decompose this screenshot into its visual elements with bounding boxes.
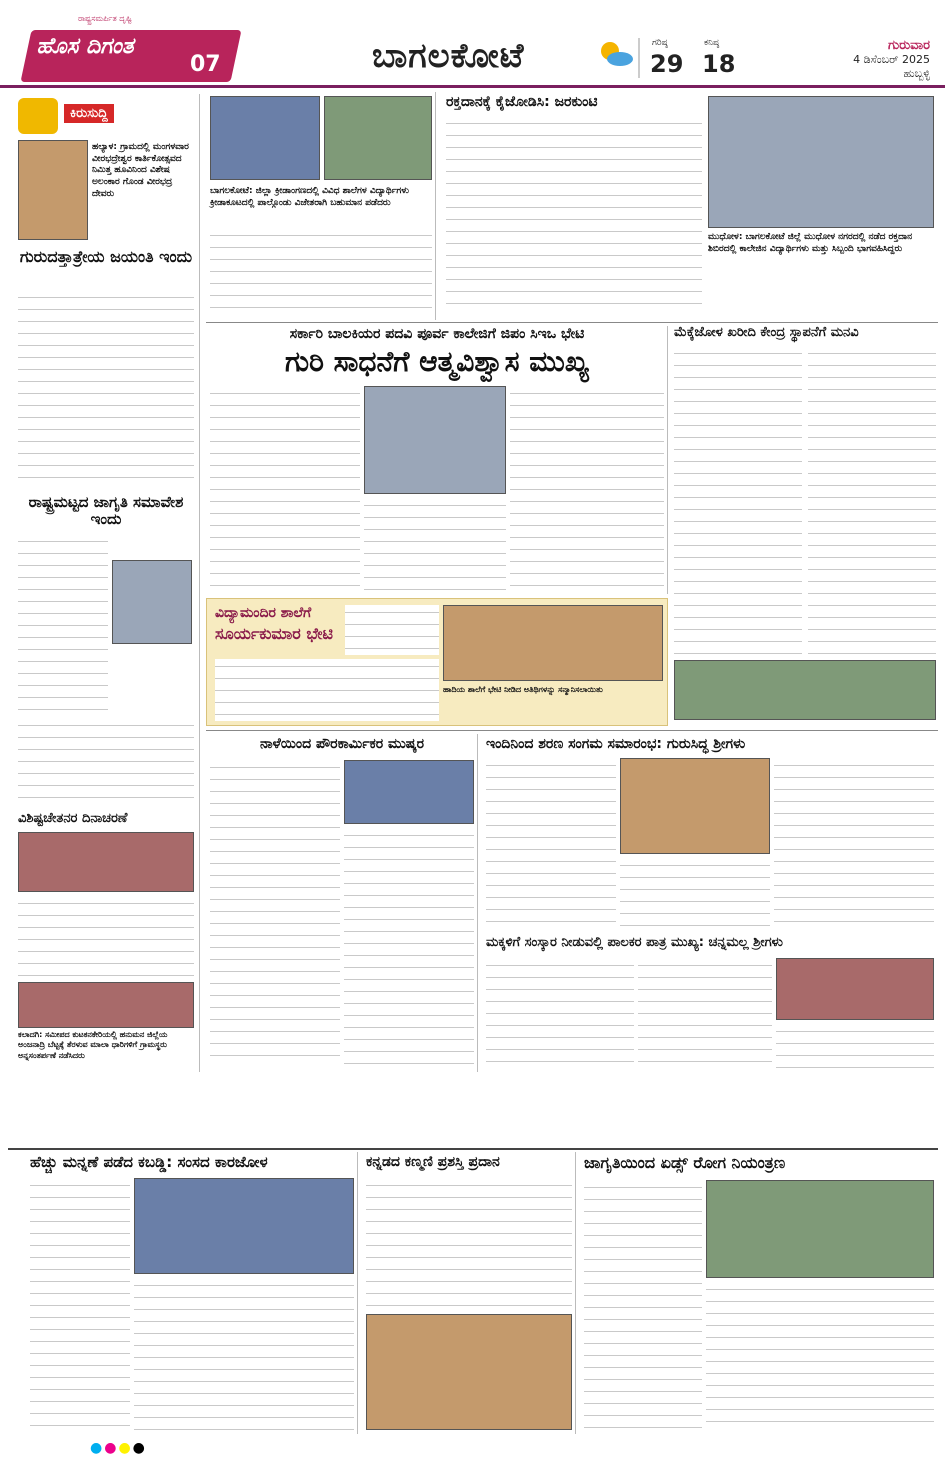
school-kicker: ವಿದ್ಯಾಮಂದಿರ ಶಾಲೆಗೆ [215, 605, 312, 621]
body-text [446, 116, 702, 314]
students-photo [18, 832, 194, 892]
headline-samavesha: ರಾಷ್ಟ್ರಮಟ್ಟದ ಜಾಗೃತಿ ಸಮಾವೇಶ ಇಂದು [28, 493, 184, 529]
devotees-caption: ಕಲಾದಗಿ: ಸಮೀಪದ ಕುಟಕನಕೇರಿಯಲ್ಲಿ ಹನುಮನ ಜಿಲ್ಲೆಯ ಅಂಜನಾದ್ರಿ ಬೆಟ್ಟಕ್ಕೆ ತೆರಳುವ ಮಾಲಾ ಧಾರಿಗಳಿಗೆ ಗ್ರಾಮಸ್ಥರು ಅನ್ನಸಂತರ್ಪಣೆ ನಡೆಸಿದರು [18, 1030, 168, 1060]
body-text [18, 896, 194, 980]
maize-photo [674, 660, 936, 720]
min-label: ಕನಿಷ್ಠ [704, 38, 720, 48]
body-text [706, 1282, 934, 1430]
body-text [674, 346, 802, 656]
blood-donation-story [442, 92, 938, 320]
masthead [0, 0, 945, 88]
award-headline: ಕನ್ನಡದ ಕಣ್ಮಣಿ ಪ್ರಶಸ್ತಿ ಪ್ರದಾನ [366, 1154, 500, 1170]
classroom-photo [364, 386, 506, 494]
sports-story [206, 92, 436, 320]
temperature-block [638, 38, 778, 78]
body-text [345, 605, 439, 655]
school-visit-box [206, 598, 668, 726]
maize-headline: ಮೆಕ್ಕೆಜೋಳ ಖರೀದಿ ಕೇಂದ್ರ ಸ್ಥಾಪನೆಗೆ ಮನವಿ [674, 325, 859, 340]
school-caption: ಹಾದಿಯ ಶಾಲೆಗೆ ಭೇಟಿ ನೀಡಿದ ಅತಿಥಿಗಳನ್ನು ಸನ್ಮಾನಿಸಲಾಯಿತು [443, 685, 603, 694]
kannada-award-story [362, 1152, 576, 1434]
weather-icon [596, 38, 634, 68]
strike-photo [344, 760, 474, 824]
body-text [30, 1178, 130, 1430]
school-photo [443, 605, 663, 681]
devotees-photo [18, 982, 194, 1028]
min-temp: 18 [702, 50, 736, 78]
kabaddi-story [8, 1152, 358, 1434]
deity-caption: ಹಲ್ಯಾಳ: ಗ್ರಾಮದಲ್ಲಿ ಮಂಗಳವಾರ ವೀರಭದ್ರೇಶ್ವರ ಕಾರ್ತಿಕೋತ್ಸವದ ನಿಮಿತ್ತ ಹೂವಿನಿಂದ ವಿಶೇಷ ಅಲಂಕಾರ ಗೊಂಡ ವೀರಭದ್ರ ದೇವರು [92, 142, 189, 199]
lead-headline: ಗುರಿ ಸಾಧನೆಗೆ ಆತ್ಮವಿಶ್ವಾಸ ಮುಖ್ಯ [285, 345, 589, 378]
body-text [18, 290, 194, 488]
lead-kicker: ಸರ್ಕಾರಿ ಬಾಲಕಿಯರ ಪದವಿ ಪೂರ್ವ ಕಾಲೇಜಿಗೆ ಜಿಪಂ ಸಿಇಒ ಭೇಟಿ [289, 326, 585, 342]
aids-story [580, 1152, 938, 1434]
brand-name: ಹೊಸ ದಿಗಂತ [35, 34, 138, 59]
body-text [776, 1024, 934, 1068]
date-block [790, 38, 930, 81]
maize-story [672, 326, 938, 724]
body-text [18, 718, 194, 808]
award-photo [366, 1314, 572, 1430]
body-text [638, 958, 772, 1068]
body-text [510, 386, 664, 590]
body-text [210, 228, 432, 312]
body-text [210, 760, 340, 1066]
lead-story [206, 326, 668, 594]
sports-photo-2 [324, 96, 432, 180]
weekday: ಗುರುವಾರ [888, 38, 930, 53]
edition-city: ಹುಬ್ಬಳ್ಳಿ [903, 67, 930, 80]
kabaddi-photo [134, 1178, 354, 1274]
headline-datta: ಗುರುದತ್ತಾತ್ರೇಯ ಜಯಂತಿ ಇಂದು [19, 247, 193, 266]
blood-photo [708, 96, 934, 228]
body-text [364, 498, 506, 590]
sports-photo-1 [210, 96, 320, 180]
divider [206, 322, 938, 323]
blood-headline: ರಕ್ತದಾನಕ್ಕೆ ಕೈಜೋಡಿಸಿ: ಜರಕುಂಟಿ [446, 94, 598, 110]
kids-photo [776, 958, 934, 1020]
kirusuddi-column [8, 94, 200, 1072]
blood-caption: ಮುಧೋಳ: ಬಾಗಲಕೋಟೆ ಜಿಲ್ಲೆ ಮುಧೋಳ ನಗರದಲ್ಲಿ ನಡೆದ ರಕ್ತದಾನ ಶಿಬಿರದಲ್ಲಿ ಕಾಲೇಜಿನ ವಿದ್ಯಾರ್ಥಿಗಳು ಮತ್ತು ಸಿಬ್ಬಂದಿ ಭಾಗವಹಿಸಿದ್ದರು [708, 232, 913, 254]
sports-caption: ಬಾಗಲಕೋಟೆ: ಜಿಲ್ಲಾ ಕ್ರೀಡಾಂಗಣದಲ್ಲಿ ವಿವಿಧ ಶಾಲೆಗಳ ವಿದ್ಯಾರ್ಥಿಗಳು ಕ್ರೀಡಾಕೂಟದಲ್ಲಿ ಪಾಲ್ಗೊಂಡು ವಿಜೇತರಾಗಿ ಬಹುಮಾನ ಪಡೆದರು [210, 186, 409, 208]
body-text [808, 346, 936, 656]
body-text [774, 758, 934, 930]
body-text [486, 758, 616, 930]
max-temp: 29 [650, 50, 684, 78]
kirusuddi-label: ಕಿರುಸುದ್ದಿ [64, 104, 114, 123]
body-text [215, 659, 439, 721]
finger-icon [18, 98, 58, 134]
kids-headline: ಮಕ್ಕಳಿಗೆ ಸಂಸ್ಕಾರ ನೀಡುವಲ್ಲಿ ಪಾಲಕರ ಪಾತ್ರ ಮುಖ್ಯ: ಚನ್ನಮಲ್ಲ ಶ್ರೀಗಳು [486, 935, 783, 950]
date: 4 ಡಿಸೆಂಬರ್ 2025 [853, 53, 930, 66]
portrait-photo [112, 560, 192, 644]
deity-photo [18, 140, 88, 240]
school-headline: ಸೂರ್ಯಕುಮಾರ ಭೇಟಿ [215, 624, 333, 643]
sharana-photo [620, 758, 770, 854]
sharana-headline: ಇಂದಿನಿಂದ ಶರಣ ಸಂಗಮ ಸಮಾರಂಭ: ಗುರುಸಿದ್ಧ ಶ್ರೀಗಳು [486, 736, 746, 752]
body-text [366, 1178, 572, 1310]
aids-photo [706, 1180, 934, 1278]
aids-headline: ಜಾಗೃತಿಯಿಂದ ಏಡ್ಸ್ ರೋಗ ನಿಯಂತ್ರಣ [584, 1153, 786, 1172]
page-number: 07 [190, 52, 221, 77]
strike-headline: ನಾಳೆಯಿಂದ ಪೌರಕಾರ್ಮಿಕರ ಮುಷ್ಕರ [259, 736, 425, 752]
body-text [210, 386, 360, 590]
divider [206, 730, 938, 731]
tagline: ರಾಷ್ಟ್ರಸಮರ್ಪಿತ ದೃಷ್ಟಿ [78, 14, 132, 23]
sharana-story [482, 734, 938, 934]
body-text [134, 1278, 354, 1430]
body-text [18, 534, 108, 714]
body-text [344, 828, 474, 1066]
kabaddi-headline: ಹೆಚ್ಚು ಮನ್ನಣೆ ಪಡೆದ ಕಬಡ್ಡಿ: ಸಂಸದ ಕಾರಜೋಳ [30, 1153, 268, 1171]
registration-marks: ●●●● [90, 1440, 147, 1456]
body-text [620, 858, 770, 930]
headline-vishishta: ವಿಶಿಷ್ಟಚೇತನರ ದಿನಾಚರಣೆ [18, 811, 128, 826]
max-label: ಗರಿಷ್ಠ [652, 38, 668, 48]
edition-title: ಬಾಗಲಕೋಟೆ [372, 36, 525, 76]
body-text [486, 958, 634, 1068]
body-text [584, 1180, 702, 1430]
kids-story [482, 936, 938, 1072]
strike-story [206, 734, 478, 1072]
divider [8, 1148, 938, 1150]
